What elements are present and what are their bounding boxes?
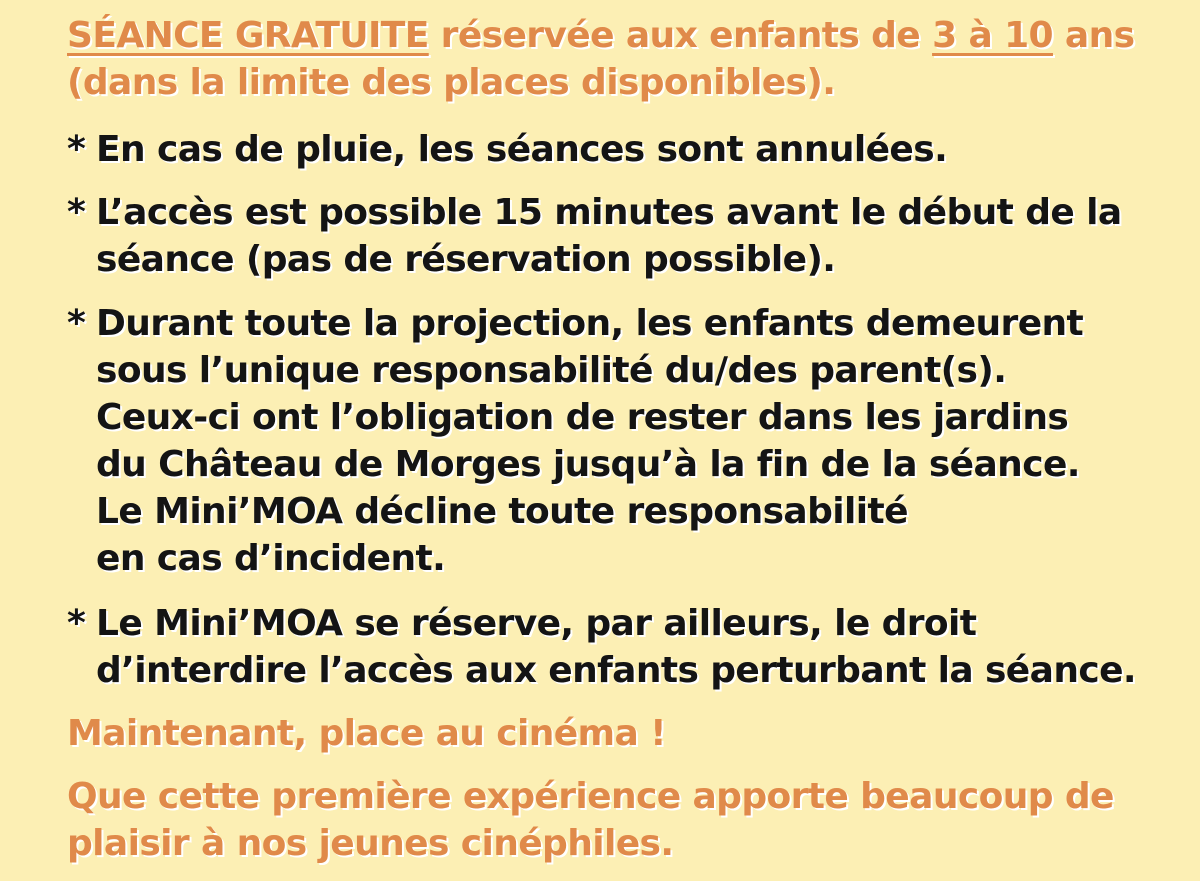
closing-line-1	[67, 710, 1160, 757]
closing-paragraph	[67, 773, 1160, 867]
intro-paragraph	[67, 12, 1160, 106]
bullet-item-right-to-refuse	[67, 600, 1160, 694]
bullet-star: *	[67, 129, 86, 170]
bullet-star: *	[67, 192, 86, 233]
bullet-star: *	[67, 603, 86, 644]
intro-text-end: ans	[1052, 15, 1135, 56]
bullet-line: Ceux-ci ont l’obligation de rester dans les jardins	[96, 397, 1069, 438]
age-range: 3 à 10	[932, 15, 1053, 56]
bullet-line: L’accès est possible 15 minutes avant le début de la	[96, 192, 1122, 233]
free-session-title: SÉANCE GRATUITE	[67, 15, 429, 56]
bullet-line: Durant toute la projection, les enfants demeurent	[96, 303, 1084, 344]
bullet-line: d’interdire l’accès aux enfants perturbant la séance.	[96, 650, 1136, 691]
bullet-item-rain	[67, 126, 1160, 173]
closing-text: Maintenant, place au cinéma !	[67, 713, 666, 754]
intro-line-2: (dans la limite des places disponibles).	[67, 62, 836, 103]
closing-text: Que cette première expérience apporte beaucoup de	[67, 776, 1114, 817]
bullet-item-access	[67, 189, 1160, 283]
bullet-line: sous l’unique responsabilité du/des parent(s).	[96, 350, 1007, 391]
intro-line-1	[67, 12, 1160, 59]
bullet-star: *	[67, 303, 86, 344]
closing-text: plaisir à nos jeunes cinéphiles.	[67, 823, 674, 864]
bullet-line: du Château de Morges jusqu’à la fin de la séance.	[96, 444, 1080, 485]
bullet-line: séance (pas de réservation possible).	[96, 239, 836, 280]
bullet-line: Le Mini’MOA se réserve, par ailleurs, le droit	[96, 603, 977, 644]
bullet-line: en cas d’incident.	[96, 538, 446, 579]
bullet-line: Le Mini’MOA décline toute responsabilité	[96, 491, 908, 532]
bullet-line: En cas de pluie, les séances sont annulées.	[96, 129, 948, 170]
intro-text-mid: réservée aux enfants de	[428, 15, 933, 56]
bullet-item-responsibility	[67, 300, 1160, 582]
